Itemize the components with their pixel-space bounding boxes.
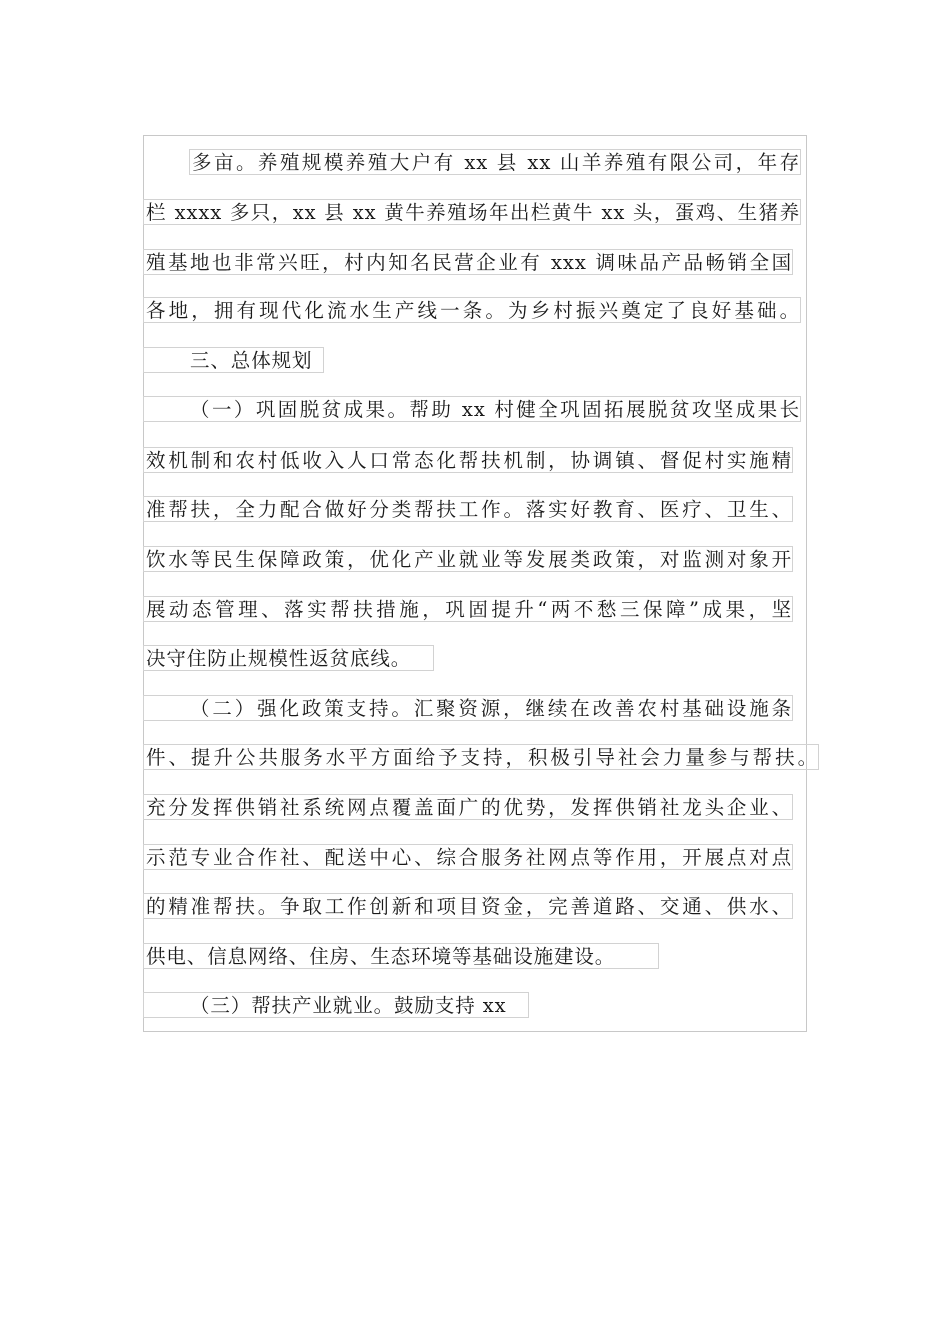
paragraph-line-7: 效机制和农村低收入人口常态化帮扶机制，协调镇、督促村实施精 <box>143 447 793 473</box>
paragraph-line-13: 件、提升公共服务水平方面给予支持，积极引导社会力量参与帮扶。 <box>143 744 819 770</box>
section-heading: 三、总体规划 <box>143 347 324 373</box>
paragraph-line-12: （二）强化政策支持。汇聚资源，继续在改善农村基础设施条 <box>143 695 793 721</box>
paragraph-line-1: 多亩。养殖规模养殖大户有 xx 县 xx 山羊养殖有限公司，年存 <box>189 149 801 175</box>
paragraph-line-16: 的精准帮扶。争取工作创新和项目资金，完善道路、交通、供水、 <box>143 893 793 919</box>
paragraph-line-6: （一）巩固脱贫成果。帮助 xx 村健全巩固拓展脱贫攻坚成果长 <box>143 396 801 422</box>
paragraph-line-17: 供电、信息网络、住房、生态环境等基础设施建设。 <box>143 943 659 969</box>
paragraph-line-11: 决守住防止规模性返贫底线。 <box>143 645 434 671</box>
paragraph-line-14: 充分发挥供销社系统网点覆盖面广的优势，发挥供销社龙头企业、 <box>143 794 793 820</box>
paragraph-line-2: 栏 xxxx 多只，xx 县 xx 黄牛养殖场年出栏黄牛 xx 头，蛋鸡、生猪养 <box>143 199 801 225</box>
paragraph-line-4: 各地，拥有现代化流水生产线一条。为乡村振兴奠定了良好基础。 <box>143 297 801 323</box>
paragraph-line-10: 展动态管理、落实帮扶措施，巩固提升“两不愁三保障”成果，坚 <box>143 596 793 622</box>
paragraph-line-3: 殖基地也非常兴旺，村内知名民营企业有 xxx 调味品产品畅销全国 <box>143 249 793 275</box>
paragraph-line-9: 饮水等民生保障政策，优化产业就业等发展类政策，对监测对象开 <box>143 546 793 572</box>
paragraph-line-18: （三）帮扶产业就业。鼓励支持 xx <box>143 992 529 1018</box>
paragraph-line-15: 示范专业合作社、配送中心、综合服务社网点等作用，开展点对点 <box>143 844 793 870</box>
paragraph-line-8: 准帮扶，全力配合做好分类帮扶工作。落实好教育、医疗、卫生、 <box>143 496 793 522</box>
